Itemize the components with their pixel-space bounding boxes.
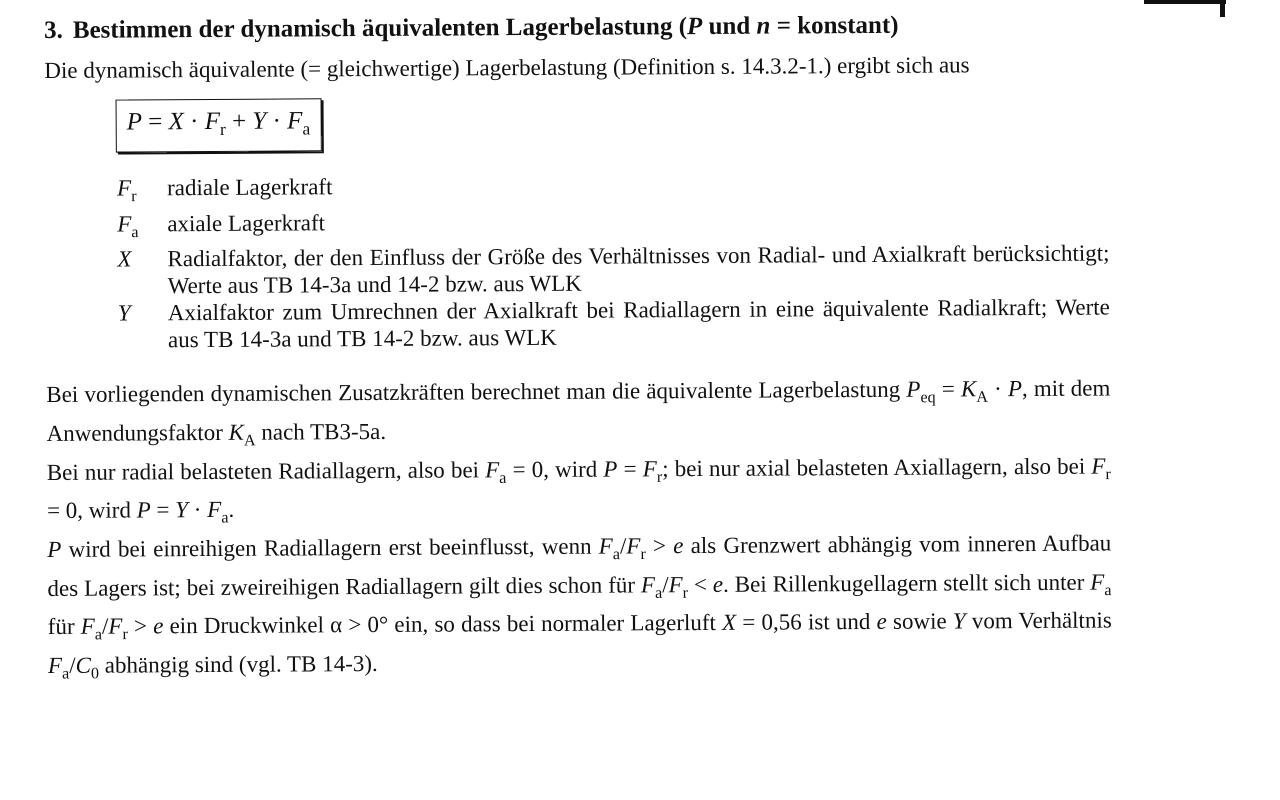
math-var: Y — [175, 497, 189, 523]
math-var: e — [712, 571, 724, 597]
math-subscript: a — [1104, 581, 1112, 599]
formula-var: P — [126, 108, 143, 136]
heading-var-n: n — [756, 12, 771, 40]
section-heading — [44, 10, 1108, 46]
heading-var-p: P — [686, 12, 703, 41]
body-text — [46, 374, 1112, 689]
text-run: = — [150, 497, 176, 523]
section-number: 3. — [44, 16, 63, 44]
legend-symbol — [117, 246, 167, 300]
text-run: für — [47, 613, 81, 640]
text-run: Bei vorliegenden dynamischen Zusatzkräften berechnet man die äquivalente Lagerbelastung — [46, 377, 907, 408]
math-subscript: r — [1105, 465, 1111, 483]
scan-edge-mark — [1144, 0, 1226, 4]
math-subscript: r — [682, 584, 689, 602]
math-var: C — [75, 652, 92, 678]
math-var: e — [876, 608, 887, 635]
legend-symbol-subscript: a — [131, 223, 139, 241]
math-subscript: A — [243, 432, 256, 450]
legend-row — [117, 204, 1109, 246]
math-var: F — [598, 533, 613, 559]
math-var: F — [108, 613, 123, 639]
text-run: . Bei Rillenkugellagern stellt sich unter — [722, 569, 1091, 597]
math-subscript: a — [654, 584, 663, 602]
legend-symbol-subscript: r — [131, 188, 137, 206]
text-run: Bei nur radial belasteten Radiallagern, also bei — [46, 456, 486, 485]
math-var: K — [228, 419, 245, 445]
text-run: = — [935, 376, 962, 402]
math-var: P — [47, 536, 62, 562]
legend-symbol-letter: Y — [117, 300, 131, 326]
legend-symbol-letter: F — [117, 211, 132, 237]
math-var: F — [1091, 453, 1106, 479]
legend-row — [118, 294, 1110, 354]
math-subscript: a — [62, 665, 70, 683]
math-var: Y — [952, 608, 966, 634]
formula-var: F — [287, 107, 303, 135]
math-var: P — [906, 377, 921, 403]
math-subscript: r — [656, 468, 663, 486]
math-var: F — [47, 652, 63, 678]
paragraph-limit-value — [47, 528, 1112, 689]
formula-op: · — [183, 108, 205, 136]
legend-symbol — [117, 174, 167, 210]
text-run: sowie — [886, 608, 953, 634]
math-var: e — [153, 613, 164, 639]
intro-paragraph: Die dynamisch äquivalente (= gleichwertige) Lagerbelastung (Definition s. 14.3.2-1.) ergibt sich aus — [44, 52, 970, 83]
formula-op: · — [266, 107, 288, 135]
text-run: < — [687, 571, 713, 597]
math-var: P — [603, 456, 618, 482]
math-var: F — [80, 613, 95, 639]
math-var: F — [640, 571, 656, 597]
formula-subscript: a — [302, 118, 311, 139]
text-run: = 0,56 ist und — [736, 609, 877, 635]
legend-symbol-letter: F — [116, 175, 132, 201]
math-var: F — [668, 571, 683, 597]
text-run: , mit dem Anwendungsfaktor — [46, 375, 1111, 446]
formula-subscript: r — [219, 119, 226, 140]
scan-edge-tick — [1220, 0, 1225, 17]
math-var: F — [1090, 569, 1105, 595]
formula-box — [116, 98, 322, 152]
paragraph-radial-axial — [47, 451, 1111, 535]
document-page — [44, 8, 1112, 690]
symbol-legend — [117, 169, 1110, 354]
text-run: = 0, wird — [506, 456, 604, 482]
legend-description: Axialfaktor zum Umrechnen der Axialkraft bei Radiallagern in eine äquivalente Radialkraft; Werte aus TB 14-3a und TB 14-2 bzw. aus WLK — [167, 294, 1110, 353]
formula-var: X — [168, 108, 184, 136]
text-run: = — [617, 455, 643, 482]
text-run: ein Druckwinkel α > 0° ein, so dass bei normaler Lagerluft — [163, 609, 723, 639]
math-subscript: 0 — [90, 665, 100, 683]
math-subscript: a — [94, 626, 103, 644]
legend-symbol — [118, 300, 168, 354]
text-run: nach TB3-5a. — [255, 418, 387, 445]
legend-description: axiale Lagerkraft — [167, 210, 326, 237]
legend-symbol — [117, 210, 167, 246]
paragraph-dynamic-loads — [46, 374, 1110, 458]
legend-description: Radialfaktor, der den Einfluss der Größe des Verhältnisses von Radial- und Axialkraft berücksichtigt; Werte aus TB 14-3a und 14-2 bzw. aus WLK — [167, 240, 1110, 299]
math-var: F — [485, 456, 500, 482]
text-run: vom Verhältnis — [965, 607, 1112, 634]
text-run: abhängig sind (vgl. TB 14-3). — [98, 650, 378, 678]
legend-row — [117, 240, 1109, 300]
formula-var: Y — [252, 107, 267, 135]
text-run: > — [645, 533, 674, 559]
text-run: als Grenzwert abhängig vom inneren Aufbau des Lagers ist; bei zweireihigen Radiallagern gilt dies schon für — [47, 530, 1112, 601]
heading-text: Bestimmen der dynamisch äquivalenten Lagerbelastung ( — [72, 13, 688, 44]
math-subscript: a — [221, 509, 229, 527]
text-run: / — [69, 652, 76, 678]
math-subscript: a — [499, 469, 507, 487]
math-subscript: r — [640, 545, 646, 563]
text-run: · — [187, 497, 208, 523]
legend-description: radiale Lagerkraft — [166, 174, 333, 201]
math-var: X — [722, 609, 737, 635]
math-var: F — [642, 455, 657, 481]
text-run: · — [987, 376, 1008, 402]
math-var: K — [960, 376, 977, 402]
math-var: F — [207, 497, 222, 523]
formula-op: + — [225, 107, 253, 135]
math-var: P — [136, 497, 151, 523]
math-subscript: r — [122, 626, 128, 644]
legend-symbol-letter: X — [117, 246, 132, 272]
text-run: > — [127, 613, 154, 639]
text-run: wird bei einreihigen Radiallagern erst beeinflusst, wenn — [61, 533, 599, 562]
text-run: . — [228, 497, 235, 523]
text-run: / — [662, 571, 669, 597]
text-run: ; bei nur axial belasteten Axiallagern, also bei — [662, 453, 1092, 481]
text-run: / — [619, 533, 627, 559]
math-var: F — [626, 533, 641, 559]
math-var: P — [1007, 376, 1023, 402]
formula-var: F — [204, 107, 221, 136]
math-subscript: A — [976, 389, 989, 407]
math-var: e — [673, 532, 684, 559]
formula-op: = — [141, 108, 169, 136]
text-run: / — [101, 613, 109, 639]
text-run: = 0, wird — [46, 497, 137, 524]
math-subscript: eq — [920, 389, 936, 407]
math-subscript: a — [612, 545, 621, 564]
heading-text: = konstant) — [770, 11, 899, 40]
legend-row — [117, 169, 1109, 211]
heading-text: und — [702, 12, 757, 40]
